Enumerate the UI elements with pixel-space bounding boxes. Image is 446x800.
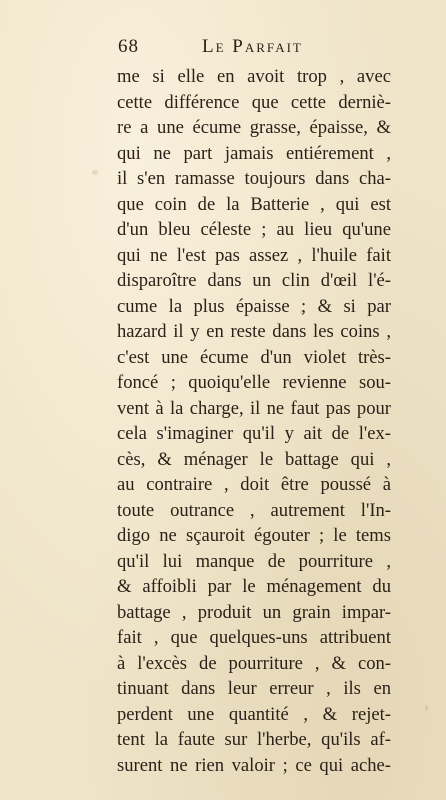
- text-line: disparoître dans un clin d'œil l'é-: [117, 270, 391, 291]
- text-line: cette différence que cette derniè-: [117, 91, 391, 113]
- paper-spot: [92, 170, 98, 175]
- text-line: tinuant dans leur erreur , ils en: [117, 678, 391, 699]
- body-text: [117, 64, 391, 778]
- text-line: digo ne sçauroit égouter ; le tems: [117, 525, 391, 546]
- text-line: cela s'imaginer qu'il y ait de l'ex-: [117, 423, 391, 444]
- text-line: fait , que quelques-uns attribuent: [117, 627, 391, 648]
- text-line: surent ne rien valoir ; ce qui ache-: [117, 754, 391, 776]
- text-line: c'est une écume d'un violet très-: [117, 346, 391, 368]
- text-line: vent à la charge, il ne faut pas pour: [117, 397, 391, 419]
- text-line: qui ne l'est pas assez , l'huile fait: [117, 244, 391, 266]
- page-number: 68: [118, 36, 139, 57]
- text-line: à l'excès de pourriture , & con-: [117, 652, 391, 674]
- paper-spot: [425, 705, 428, 711]
- text-line: foncé ; quoiqu'elle revienne sou-: [117, 372, 391, 393]
- text-line: que coin de la Batterie , qui est: [117, 193, 391, 215]
- running-head: Le Parfait: [202, 36, 303, 57]
- text-line: re a une écume grasse, épaisse, &: [117, 117, 391, 138]
- text-line: perdent une quantité , & rejet-: [117, 703, 391, 725]
- text-line: tent la faute sur l'herbe, qu'ils af-: [117, 729, 391, 750]
- text-line: hazard il y en reste dans les coins ,: [117, 321, 391, 342]
- page-header: [118, 36, 378, 62]
- text-line: qui ne part jamais entiérement ,: [117, 142, 391, 164]
- text-line: battage , produit un grain impar-: [117, 601, 391, 623]
- text-line: il s'en ramasse toujours dans cha-: [117, 168, 391, 189]
- text-line: toute outrance , autrement l'In-: [117, 499, 391, 521]
- text-line: me si elle en avoit trop , avec: [117, 66, 391, 87]
- text-line: qu'il lui manque de pourriture ,: [117, 550, 391, 572]
- text-line: cès, & ménager le battage qui ,: [117, 448, 391, 470]
- text-line: cume la plus épaisse ; & si par: [117, 295, 391, 317]
- text-line: & affoibli par le ménagement du: [117, 576, 391, 597]
- text-line: d'un bleu céleste ; au lieu qu'une: [117, 219, 391, 240]
- text-line: au contraire , doit être poussé à: [117, 474, 391, 495]
